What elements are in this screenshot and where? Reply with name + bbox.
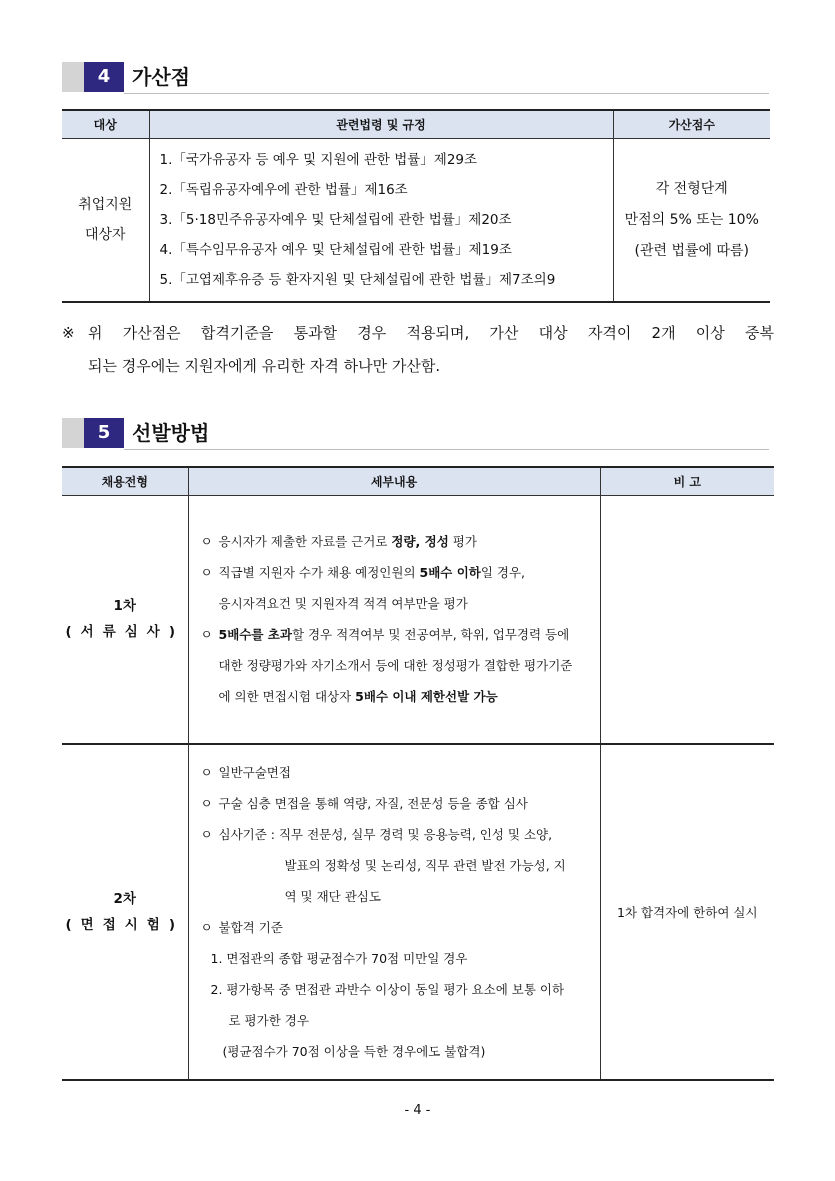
header-target: 대상 [62, 110, 149, 139]
bullet-icon: ㅇ [200, 795, 213, 811]
detail-line: 대한 정량평가와 자기소개서 등에 대한 정성평가 결합한 평가기준 [218, 658, 573, 674]
score-line: 각 전형단계 [655, 180, 728, 197]
detail-text-bold: 5배수를 초과 [218, 627, 292, 643]
detail-line: 역 및 재단 관심도 [284, 888, 381, 904]
law-item: 1.「국가유공자 등 예우 및 지원에 관한 법률」제29조 [159, 152, 478, 168]
law-item: 2.「독립유공자예우에 관한 법률」제16조 [159, 182, 408, 198]
section-rule [124, 93, 769, 94]
section-5-header [62, 418, 769, 448]
section-marker-grey [62, 62, 84, 92]
bullet-icon: ㅇ [200, 764, 213, 780]
detail-text-bold: 5배수 이내 제한선발 가능 [355, 689, 498, 705]
target-cell [62, 139, 149, 303]
stage-subtitle: (면접시험) [65, 916, 184, 933]
detail-line [201, 757, 598, 788]
stage-2-cell [62, 744, 188, 1080]
detail-text: 응시자가 제출한 자료를 근거로 [218, 534, 392, 550]
selection-method-table [62, 466, 774, 1081]
stage-name: 2차 [113, 890, 136, 907]
header-remark: 비 고 [600, 467, 774, 496]
bullet-icon: ㅇ [200, 826, 213, 842]
table-row [62, 496, 774, 744]
stage-2-remark: 1차 합격자에 한하여 실시 [600, 744, 774, 1080]
detail-text: 심사기준 : 직무 전문성, 실무 경력 및 응용능력, 인성 및 소양, [218, 826, 553, 842]
detail-text: 일반구술면접 [218, 764, 291, 780]
header-stage: 채용전형 [62, 467, 188, 496]
bonus-points-table [62, 109, 770, 303]
detail-line [201, 557, 598, 588]
detail-text: 할 경우 적격여부 및 전공여부, 학위, 업무경력 등에 [291, 627, 570, 643]
note-line: 되는 경우에는 지원자에게 유리한 자격 하나만 가산함. [88, 357, 441, 375]
law-item: 4.「특수임무유공자 예우 및 단체설립에 관한 법률」제19조 [159, 242, 512, 258]
detail-line: 응시자격요건 및 지원자격 적격 여부만을 평가 [218, 596, 468, 612]
score-line: 만점의 5% 또는 10% [624, 211, 759, 228]
note-mark: ※ [62, 324, 75, 342]
section-title: 선발방법 [132, 421, 210, 445]
note-line: 위 가산점은 합격기준을 통과할 경우 적용되며, 가산 대상 자격이 2개 이상 중복 [88, 324, 774, 342]
bullet-icon: ㅇ [200, 627, 213, 643]
section-4-header [62, 62, 769, 92]
section-number: 4 [84, 62, 124, 92]
section-title: 가산점 [132, 65, 190, 89]
score-line: (관련 법률에 따름) [634, 242, 749, 259]
section-marker-grey [62, 418, 84, 448]
table-row [62, 744, 774, 1080]
detail-line [201, 819, 598, 850]
detail-line [201, 526, 598, 557]
detail-line [201, 681, 598, 712]
detail-text: 평가 [448, 534, 477, 550]
detail-line [201, 912, 598, 943]
detail-line: 2. 평가항목 중 면접관 과반수 이상이 동일 평가 요소에 보통 이하 [210, 981, 565, 997]
law-item: 3.「5·18민주유공자예우 및 단체설립에 관한 법률」제20조 [159, 212, 512, 228]
target-line: 대상자 [84, 227, 126, 243]
table-header-row [62, 467, 774, 496]
table-row [62, 139, 770, 303]
bullet-icon: ㅇ [200, 919, 213, 935]
bullet-icon: ㅇ [200, 534, 213, 550]
detail-line [201, 788, 598, 819]
stage-name: 1차 [113, 598, 136, 615]
header-detail: 세부내용 [188, 467, 600, 496]
detail-text: 직급별 지원자 수가 채용 예정인원의 [218, 565, 420, 581]
detail-text: 일 경우, [480, 565, 526, 581]
detail-text: 구술 심층 면접을 통해 역량, 자질, 전문성 등을 종합 심사 [218, 795, 528, 811]
stage-2-detail [188, 744, 600, 1080]
stage-1-detail [188, 496, 600, 744]
law-item: 5.「고엽제후유증 등 환자지원 및 단체설립에 관한 법률」제7조의9 [159, 272, 556, 288]
section-number: 5 [84, 418, 124, 448]
stage-1-cell [62, 496, 188, 744]
table-header-row [62, 110, 770, 139]
detail-line: (평균점수가 70점 이상을 득한 경우에도 불합격) [222, 1043, 486, 1059]
page-number: - 4 - [404, 1103, 431, 1118]
stage-1-remark [600, 496, 774, 744]
section-rule [124, 449, 769, 450]
detail-text-bold: 정량, 정성 [391, 534, 449, 550]
score-cell [613, 139, 770, 303]
detail-line [201, 619, 598, 650]
header-score: 가산점수 [613, 110, 770, 139]
detail-text-bold: 5배수 이하 [419, 565, 481, 581]
detail-line: 발표의 정확성 및 논리성, 직무 관련 발전 가능성, 지 [284, 857, 566, 873]
bullet-icon: ㅇ [200, 565, 213, 581]
laws-cell [149, 139, 613, 303]
stage-subtitle: (서류심사) [65, 624, 184, 641]
header-laws: 관련법령 및 규정 [149, 110, 613, 139]
detail-text: 불합격 기준 [218, 919, 283, 935]
target-line: 취업지원 [78, 197, 133, 213]
detail-line: 로 평가한 경우 [228, 1012, 309, 1028]
detail-text: 에 의한 면접시험 대상자 [218, 689, 356, 705]
detail-line: 1. 면접관의 종합 평균점수가 70점 미만일 경우 [210, 950, 468, 966]
